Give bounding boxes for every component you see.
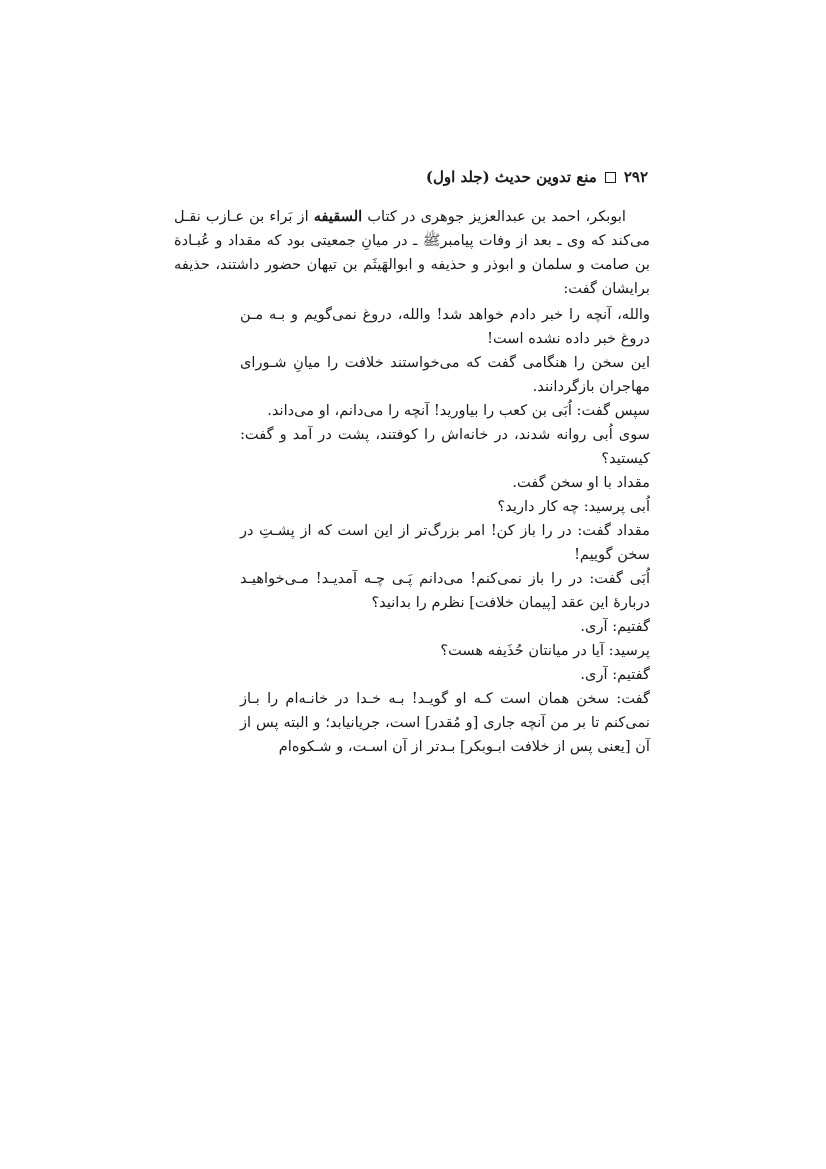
quote-line: مقداد با او سخن گفت. bbox=[512, 474, 650, 491]
running-header bbox=[426, 168, 648, 186]
quote-line: اُبَی گفت: در را باز نمی‌کنم! می‌دانم پَـی چـه آمدیـد! مـی‌خواهیـد دربارۀ این عقد [پیمان خلافت] نظرم را بدانید؟ bbox=[240, 570, 650, 611]
quote-line: سوی اُبی روانه شدند، در خانه‌اش را کوفتند، پشت در آمد و گفت: کیستید؟ bbox=[240, 426, 650, 467]
quote-line: این سخن را هنگامی گفت که می‌خواستند خلافت را میانِ شـورای مهاجران بازگردانند. bbox=[240, 354, 650, 395]
quote-line: گفت: سخن همان است کـه او گویـد! بـه خـدا در خانـه‌ام را بـاز نمی‌کنم تا بر من آنچه جاری [و مُقدر] است، جریانیابد؛ و البته پس از آن [یعنی پس از خلافت ابـوبکر] بـدتر از آن اسـت، و شـکوه‌ام bbox=[240, 690, 650, 755]
quote-block bbox=[240, 303, 650, 759]
quote-line: گفتیم: آری. bbox=[580, 666, 650, 683]
quote-line: اُبی پرسید: چه کار دارید؟ bbox=[497, 498, 650, 515]
quote-line: سپس گفت: اُبَی بن کعب را بیاورید! آنچه را می‌دانم، او می‌داند. bbox=[267, 402, 650, 419]
quote-line: والله، آنچه را خبر دادم خواهد شد! والله، دروغ نمی‌گویم و بـه مـن دروغ خبر داده نشده است! bbox=[240, 306, 650, 347]
page-body bbox=[174, 205, 650, 759]
quote-line: مقداد گفت: در را باز کن! امر بزرگ‌تر از این است که از پشـتِ در سخن گوییم! bbox=[240, 522, 650, 563]
intro-paragraph bbox=[174, 205, 650, 301]
book-title: منع تدوین حدیث (جلد اول) bbox=[425, 168, 597, 186]
quote-line: پرسید: آیا در میانتان حُذَیفه هست؟ bbox=[440, 642, 650, 659]
quote-line: گفتیم: آری. bbox=[580, 618, 650, 635]
book-name-bold: السقیفه bbox=[313, 208, 363, 225]
page-number: ۲۹۲ bbox=[623, 168, 648, 186]
intro-text: ابوبکر، احمد بن عبدالعزیز جوهری در کتاب السقیفه از بَراء بن عـازب نقـل می‌کند که وی ـ بعد از وفات پیامبرﷺ ـ در میانِ جمعیتی بود که مقداد و عُبـادة بن صامت و سلمان و ابوذر و حذیفه و ابوالهَیثَم بن تیهان حضور داشتند، حذیفه برایشان گفت: bbox=[174, 208, 650, 297]
square-box-icon bbox=[605, 172, 616, 183]
